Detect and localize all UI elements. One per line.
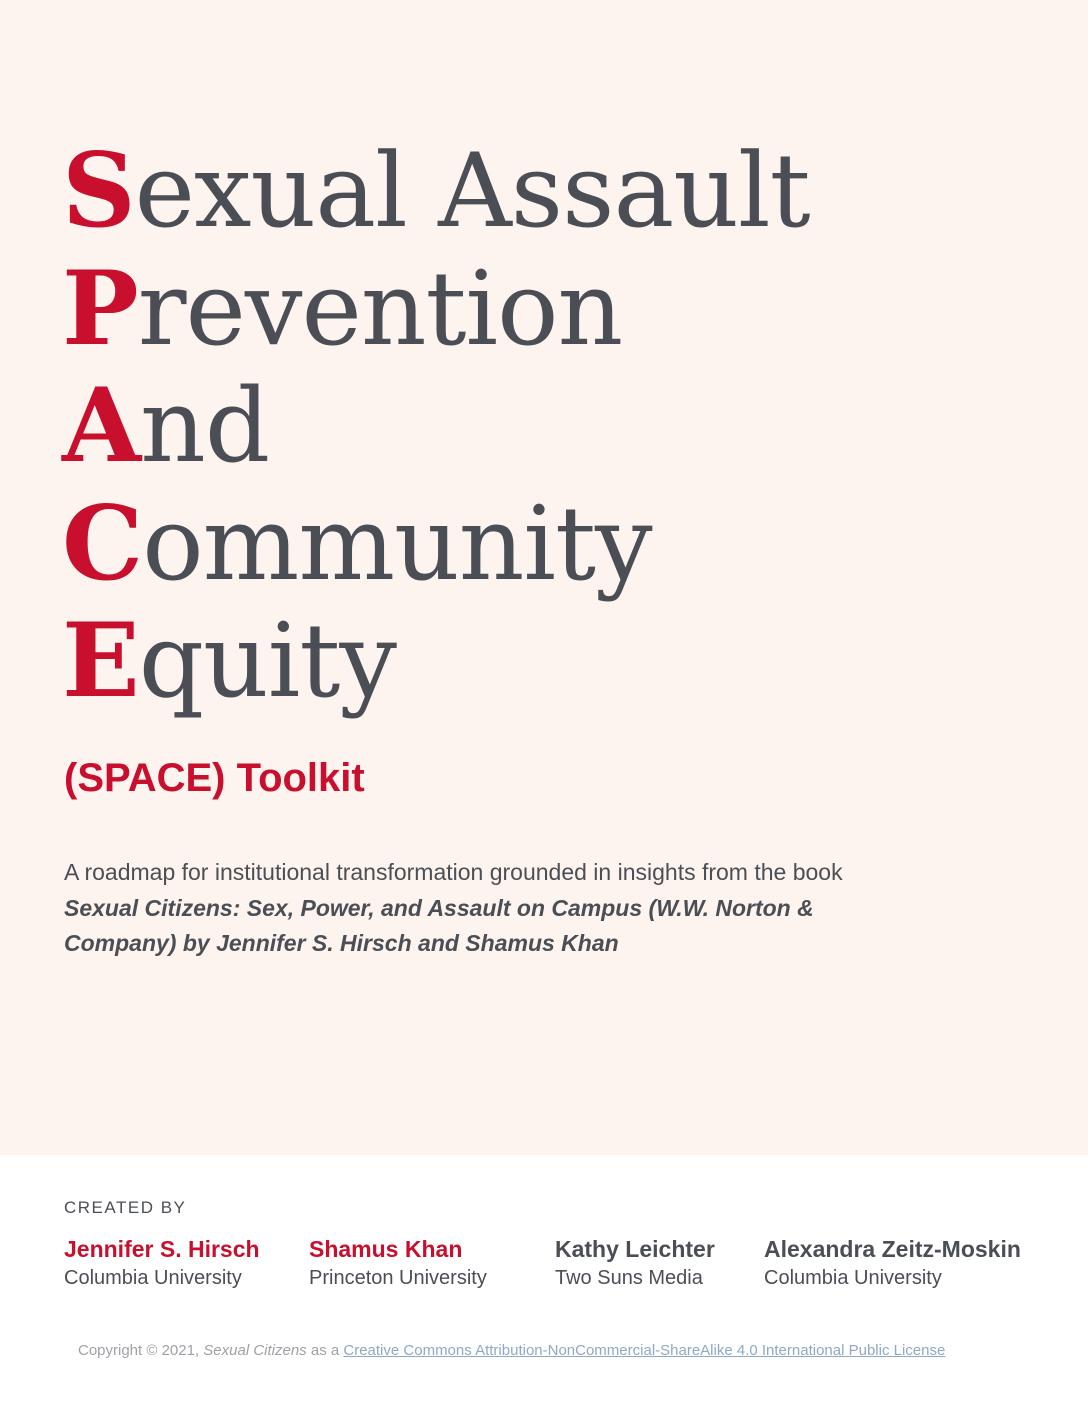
title-rest: nd bbox=[140, 367, 270, 486]
description bbox=[64, 855, 844, 962]
copyright-middle: as a bbox=[306, 1342, 344, 1359]
creator-org: Columbia University bbox=[64, 1267, 242, 1289]
creator-org: Two Suns Media bbox=[555, 1267, 703, 1289]
title-line-sexual-assault bbox=[62, 133, 810, 251]
title-initial: S bbox=[62, 131, 135, 251]
created-by-heading: CREATED BY bbox=[64, 1198, 187, 1217]
title-line-prevention bbox=[62, 248, 810, 369]
title-line-and bbox=[62, 368, 810, 486]
creator-org: Princeton University bbox=[309, 1267, 487, 1289]
book-reference: Sexual Citizens: Sex, Power, and Assault on Campus (W.W. Norton & Company) by Jennifer S. Hirsch and Shamus Khan bbox=[64, 894, 814, 956]
creator-name: Kathy Leichter bbox=[555, 1236, 715, 1262]
title-rest: revention bbox=[137, 249, 623, 369]
title-initial: C bbox=[62, 483, 143, 604]
title-initial: A bbox=[62, 366, 141, 486]
title-initial: P bbox=[62, 248, 138, 369]
title-rest: quity bbox=[138, 602, 396, 721]
toolkit-subtitle: (SPACE) Toolkit bbox=[64, 756, 365, 800]
title-line-community bbox=[62, 483, 810, 604]
creator-zeitz-moskin bbox=[764, 1234, 1021, 1292]
creator-name: Shamus Khan bbox=[309, 1236, 463, 1262]
creator-khan bbox=[309, 1234, 487, 1292]
license-link[interactable]: Creative Commons Attribution-NonCommercial-ShareAlike 4.0 International Public License bbox=[343, 1342, 946, 1359]
creator-hirsch bbox=[64, 1234, 260, 1292]
title-rest: ommunity bbox=[142, 484, 652, 604]
copyright-prefix: Copyright © 2021, bbox=[78, 1342, 204, 1359]
copyright-notice bbox=[78, 1342, 945, 1359]
copyright-work: Sexual Citizens bbox=[203, 1342, 307, 1359]
creator-org: Columbia University bbox=[764, 1267, 942, 1289]
description-intro: A roadmap for institutional transformation grounded in insights from the book bbox=[64, 859, 843, 885]
credits-footer bbox=[0, 1155, 1088, 1408]
title-line-equity bbox=[62, 603, 810, 721]
creator-name: Jennifer S. Hirsch bbox=[64, 1236, 260, 1262]
title-block bbox=[62, 133, 810, 721]
title-initial: E bbox=[62, 601, 139, 721]
creator-name: Alexandra Zeitz-Moskin bbox=[764, 1236, 1021, 1262]
creator-leichter bbox=[555, 1234, 715, 1292]
title-rest: exual Assault bbox=[134, 132, 810, 251]
